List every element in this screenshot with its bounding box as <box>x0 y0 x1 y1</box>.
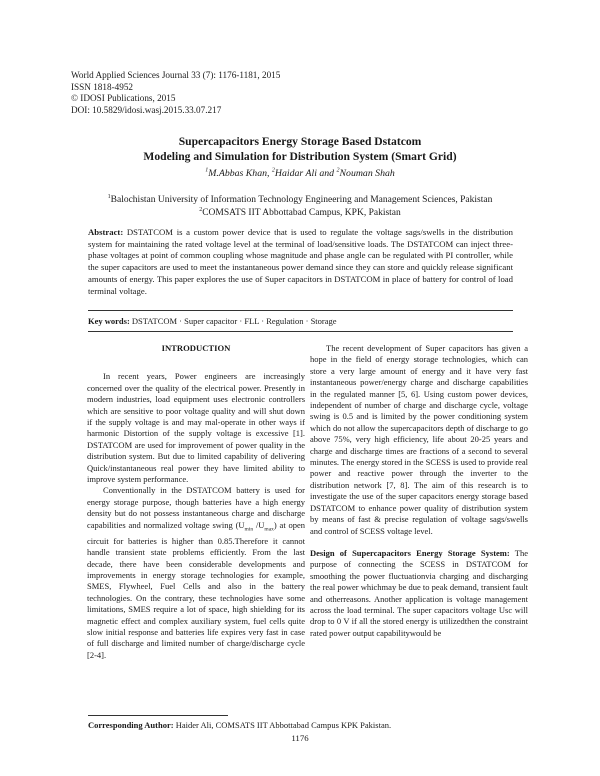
keywords <box>88 316 513 326</box>
corresponding-label: Corresponding Author: <box>88 720 174 730</box>
author-3: Nouman Shah <box>339 168 395 179</box>
keywords-divider <box>88 331 513 332</box>
abstract <box>88 227 513 297</box>
page-number: 1176 <box>291 733 309 743</box>
keywords-text: DSTATCOM · Super capacitor · FLL · Regulation · Storage <box>129 316 337 326</box>
intro-paragraph-2 <box>87 485 305 661</box>
affiliation-1 <box>40 194 560 207</box>
left-column <box>87 343 305 661</box>
subscript-min: min <box>244 526 254 533</box>
affiliation-2-text: COMSATS IIT Abbottabad Campus, KPK, Pakistan <box>202 207 401 218</box>
intro-paragraph-1: In recent years, Power engineers are increasingly concerned over the quality of the electrical power. Presently in modern industries, load equipment uses electronic controllers which are sensitive to poor voltage quality and will shut down if the supply voltage is and may mal-operate in other ways if harmonic Distortion of the supply voltage is excessive [1]. DSTATCOM are used for improvement of power quality in the distribution system. But due to limited capability of delivering Quick/instantaneous real power they have limited ability to improve system performance. <box>87 371 305 485</box>
affiliation-2-sup: 2 <box>199 206 203 213</box>
author-3-sup: 2 <box>336 167 340 174</box>
author-2: Haidar Ali and <box>274 168 337 179</box>
right-paragraph-1: The recent development of Super capacitors has given a hope in the field of energy storage technologies, which can store a very large amount of energy and it have very fast instantaneous power/energy charge and discharge capabilities in the regulated manner [5, 6]. Using custom power devices, independent of number of charge and discharge cycle, voltage swing is 0.5 and is limited by the power conditioning system which do not allow the supercapacitors depth of discharge to go above 75%, very high efficiency, life about 20-25 years and charge and discharge times are fractions of a second to several minutes. The energy stored in the SCESS is used to provide real power and reactive power through the inverter to the distribution network [7, 8]. The aim of this research is to investigate the use of the super capacitors energy storage based DSTATCOM to enhance power quality of distribution system by means of fast & precise regulation of voltage sags/swells and control of SCESS voltage level. <box>310 343 528 536</box>
intro-paragraph-2-part-c: ) at open circuit for batteries is higher than 0.85.Therefore it cannot handle transient state problems efficiently. From the last decade, there have been considerable developments and improvements in energy storage technologies for example, SMES, Flywheel, Fuel Cells and also in the battery technologies. On the contrary, these technologies have some limitations, SMES require a lot of space, high shielding for its magnetic effect and complex auxiliary system, fuel cells quite slow initial response and batteries life expires very fast in case of full discharge and limited number of charge/discharge cycle [2-4]. <box>87 519 306 660</box>
subscript-max: max <box>264 526 274 533</box>
author-1-sup: 1 <box>205 167 209 174</box>
abstract-divider <box>88 310 513 311</box>
author-1: M.Abbas Khan, <box>208 168 272 179</box>
design-subsection-text: The purpose of connecting the SCESS in DSTATCOM for smoothing the power fluctuationvia charging and discharging the real power whichmay be due to peak demand, transient fault and otherreasons. Another application is voltage management across the load terminal. The super capacitors voltage Usc will drop to 0 V if all the stored energy is utilizedthen the constraint rated power output capabilitywould be <box>310 547 529 638</box>
journal-citation: World Applied Sciences Journal 33 (7): 1176-1181, 2015 <box>71 70 281 80</box>
journal-header <box>71 70 280 116</box>
right-paragraph-2 <box>310 548 528 639</box>
title-line-2: Modeling and Simulation for Distribution System (Smart Grid) <box>143 149 457 163</box>
affiliation-1-text: Balochistan University of Information Technology Engineering and Management Sciences, Pakistan <box>110 195 493 205</box>
paper-title <box>40 135 560 164</box>
corresponding-text: Haider Ali, COMSATS IIT Abbottabad Campus KPK Pakistan. <box>173 720 392 730</box>
right-column <box>310 343 528 639</box>
author-2-sup: 2 <box>271 167 275 174</box>
author-list <box>40 168 560 179</box>
design-subsection-heading: Design of Supercapacitors Energy Storage System: <box>310 547 510 558</box>
intro-paragraph-2-part-b: /U <box>253 519 265 530</box>
affiliations <box>40 194 560 219</box>
issn: ISSN 1818-4952 <box>71 81 134 92</box>
keywords-label: Key words: <box>88 316 130 326</box>
abstract-label: Abstract: <box>88 227 124 237</box>
affiliation-2 <box>40 207 560 220</box>
corresponding-author <box>88 720 391 730</box>
section-heading-introduction: INTRODUCTION <box>161 343 231 353</box>
footnote-divider <box>88 715 228 716</box>
abstract-text: DSTATCOM is a custom power device that is used to regulate the voltage sags/swells in the distribution system for maintaining the rated voltage level at the terminal of load/sensitive loads. The DSTATCOM can inject three-phase voltages at point of common coupling whose magnitude and phase angle can be regulated with PI controller, while the super capacitors are used to meet the instantaneous power demand since they can store and quickly release significant amounts of energy. This paper explores the use of Super capacitors in DSTATCOM in place of battery for control of load terminal voltage. <box>88 227 513 296</box>
affiliation-1-sup: 1 <box>107 193 111 200</box>
intro-paragraph-2-part-a: Conventionally in the DSTATCOM battery is used for energy storage purpose, though batteries have a high energy density but do not possess instantaneous charge and discharge capabilities and normalized voltage swing (U <box>87 485 305 530</box>
title-line-1: Supercapacitors Energy Storage Based Dstatcom <box>178 135 422 148</box>
doi: DOI: 10.5829/idosi.wasj.2015.33.07.217 <box>71 104 222 115</box>
copyright: © IDOSI Publications, 2015 <box>71 93 176 104</box>
